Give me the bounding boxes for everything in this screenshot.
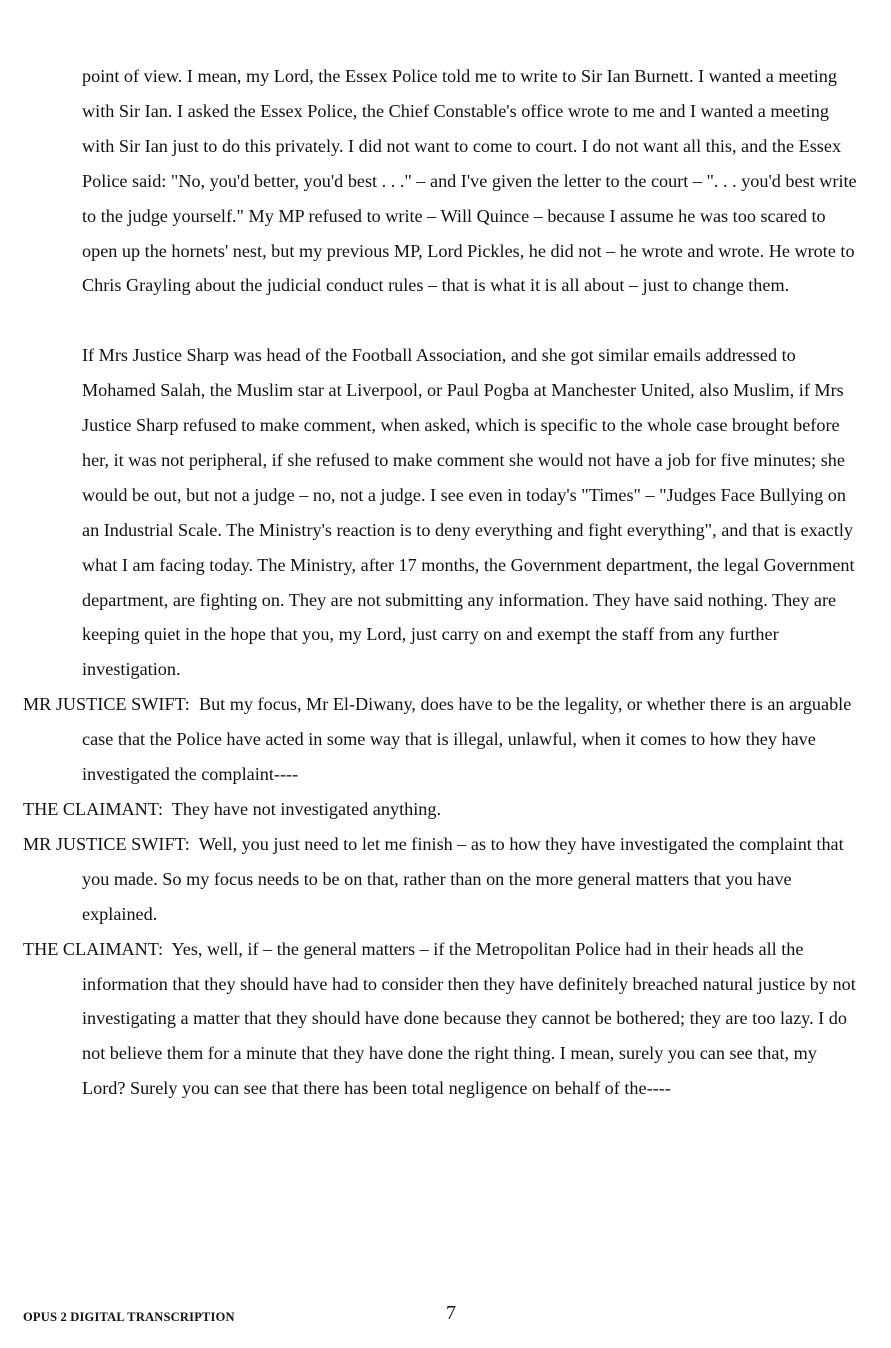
paragraph-continuation: point of view. I mean, my Lord, the Essex Police told me to write to Sir Ian Burnett. I wanted a meeting with Sir Ian. I asked the Essex Police, the Chief Constable's office wrote to me and I wanted a meeting with Sir Ian just to do this privately. I did not want to come to court. I do not want all this, and the Essex Police said: "No, you'd better, you'd best . . ." – and I've given the letter to the court – ". . . you'd best write to the judge yourself." My MP refused to write – Will Quince – because I assume he was too scared to open up the hornets' nest, but my previous MP, Lord Pickles, he did not – he wrote and wrote. He wrote to Chris Grayling about the judicial conduct rules – that is what it is all about – just to change them. xyxy=(82,66,857,296)
transcript-body xyxy=(0,59,891,1106)
speaker-label: MR JUSTICE SWIFT: xyxy=(23,694,190,715)
speech-justice-swift-1 xyxy=(0,687,891,792)
speaker-label: MR JUSTICE SWIFT: xyxy=(23,833,190,854)
speaker-label: THE CLAIMANT: xyxy=(23,799,164,820)
speech-text: Well, you just need to let me finish – as to how they have investigated the complaint that you made. So my focus needs to be on that, rather than on the more general matters that you have explained. xyxy=(82,833,844,924)
footer-company-name: OPUS 2 DIGITAL TRANSCRIPTION xyxy=(23,1310,235,1324)
speech-text: Yes, well, if – the general matters – if the Metropolitan Police had in their heads all the information that they should have had to consider then they have definitely breached natural justice by not investigating a matter that they should have done because they cannot be bothered; they are too lazy. I do not believe them for a minute that they have done the right thing. I mean, surely you can see that, my Lord? Surely you can see that there has been total negligence on behalf of the---- xyxy=(82,938,856,1099)
paragraph-claimant-statement: If Mrs Justice Sharp was head of the Football Association, and she got similar emails addressed to Mohamed Salah, the Muslim star at Liverpool, or Paul Pogba at Manchester United, also Muslim, if Mrs Justice Sharp refused to make comment, when asked, which is specific to the whole case brought before her, it was not peripheral, if she refused to make comment she would not have a job for five minutes; she would be out, but not a judge – no, not a judge. I see even in today's "Times" – "Judges Face Bullying on an Industrial Scale. The Ministry's reaction is to deny everything and fight everything", and that is exactly what I am facing today. The Ministry, after 17 months, the Government department, the legal Government department, are fighting on. They are not submitting any information. They have said nothing. They are keeping quiet in the hope that you, my Lord, just carry on and exempt the staff from any further investigation. xyxy=(82,345,855,680)
page-number: 7 xyxy=(446,1302,456,1324)
speech-claimant-2 xyxy=(0,932,891,1107)
speaker-label: THE CLAIMANT: xyxy=(23,938,164,959)
speech-text: But my focus, Mr El-Diwany, does have to be the legality, or whether there is an arguable case that the Police have acted in some way that is illegal, unlawful, when it comes to how they have investigated the complaint---- xyxy=(82,694,852,785)
speech-text: They have not investigated anything. xyxy=(171,799,442,820)
speech-justice-swift-2 xyxy=(0,827,891,932)
speech-claimant-1 xyxy=(0,792,891,827)
